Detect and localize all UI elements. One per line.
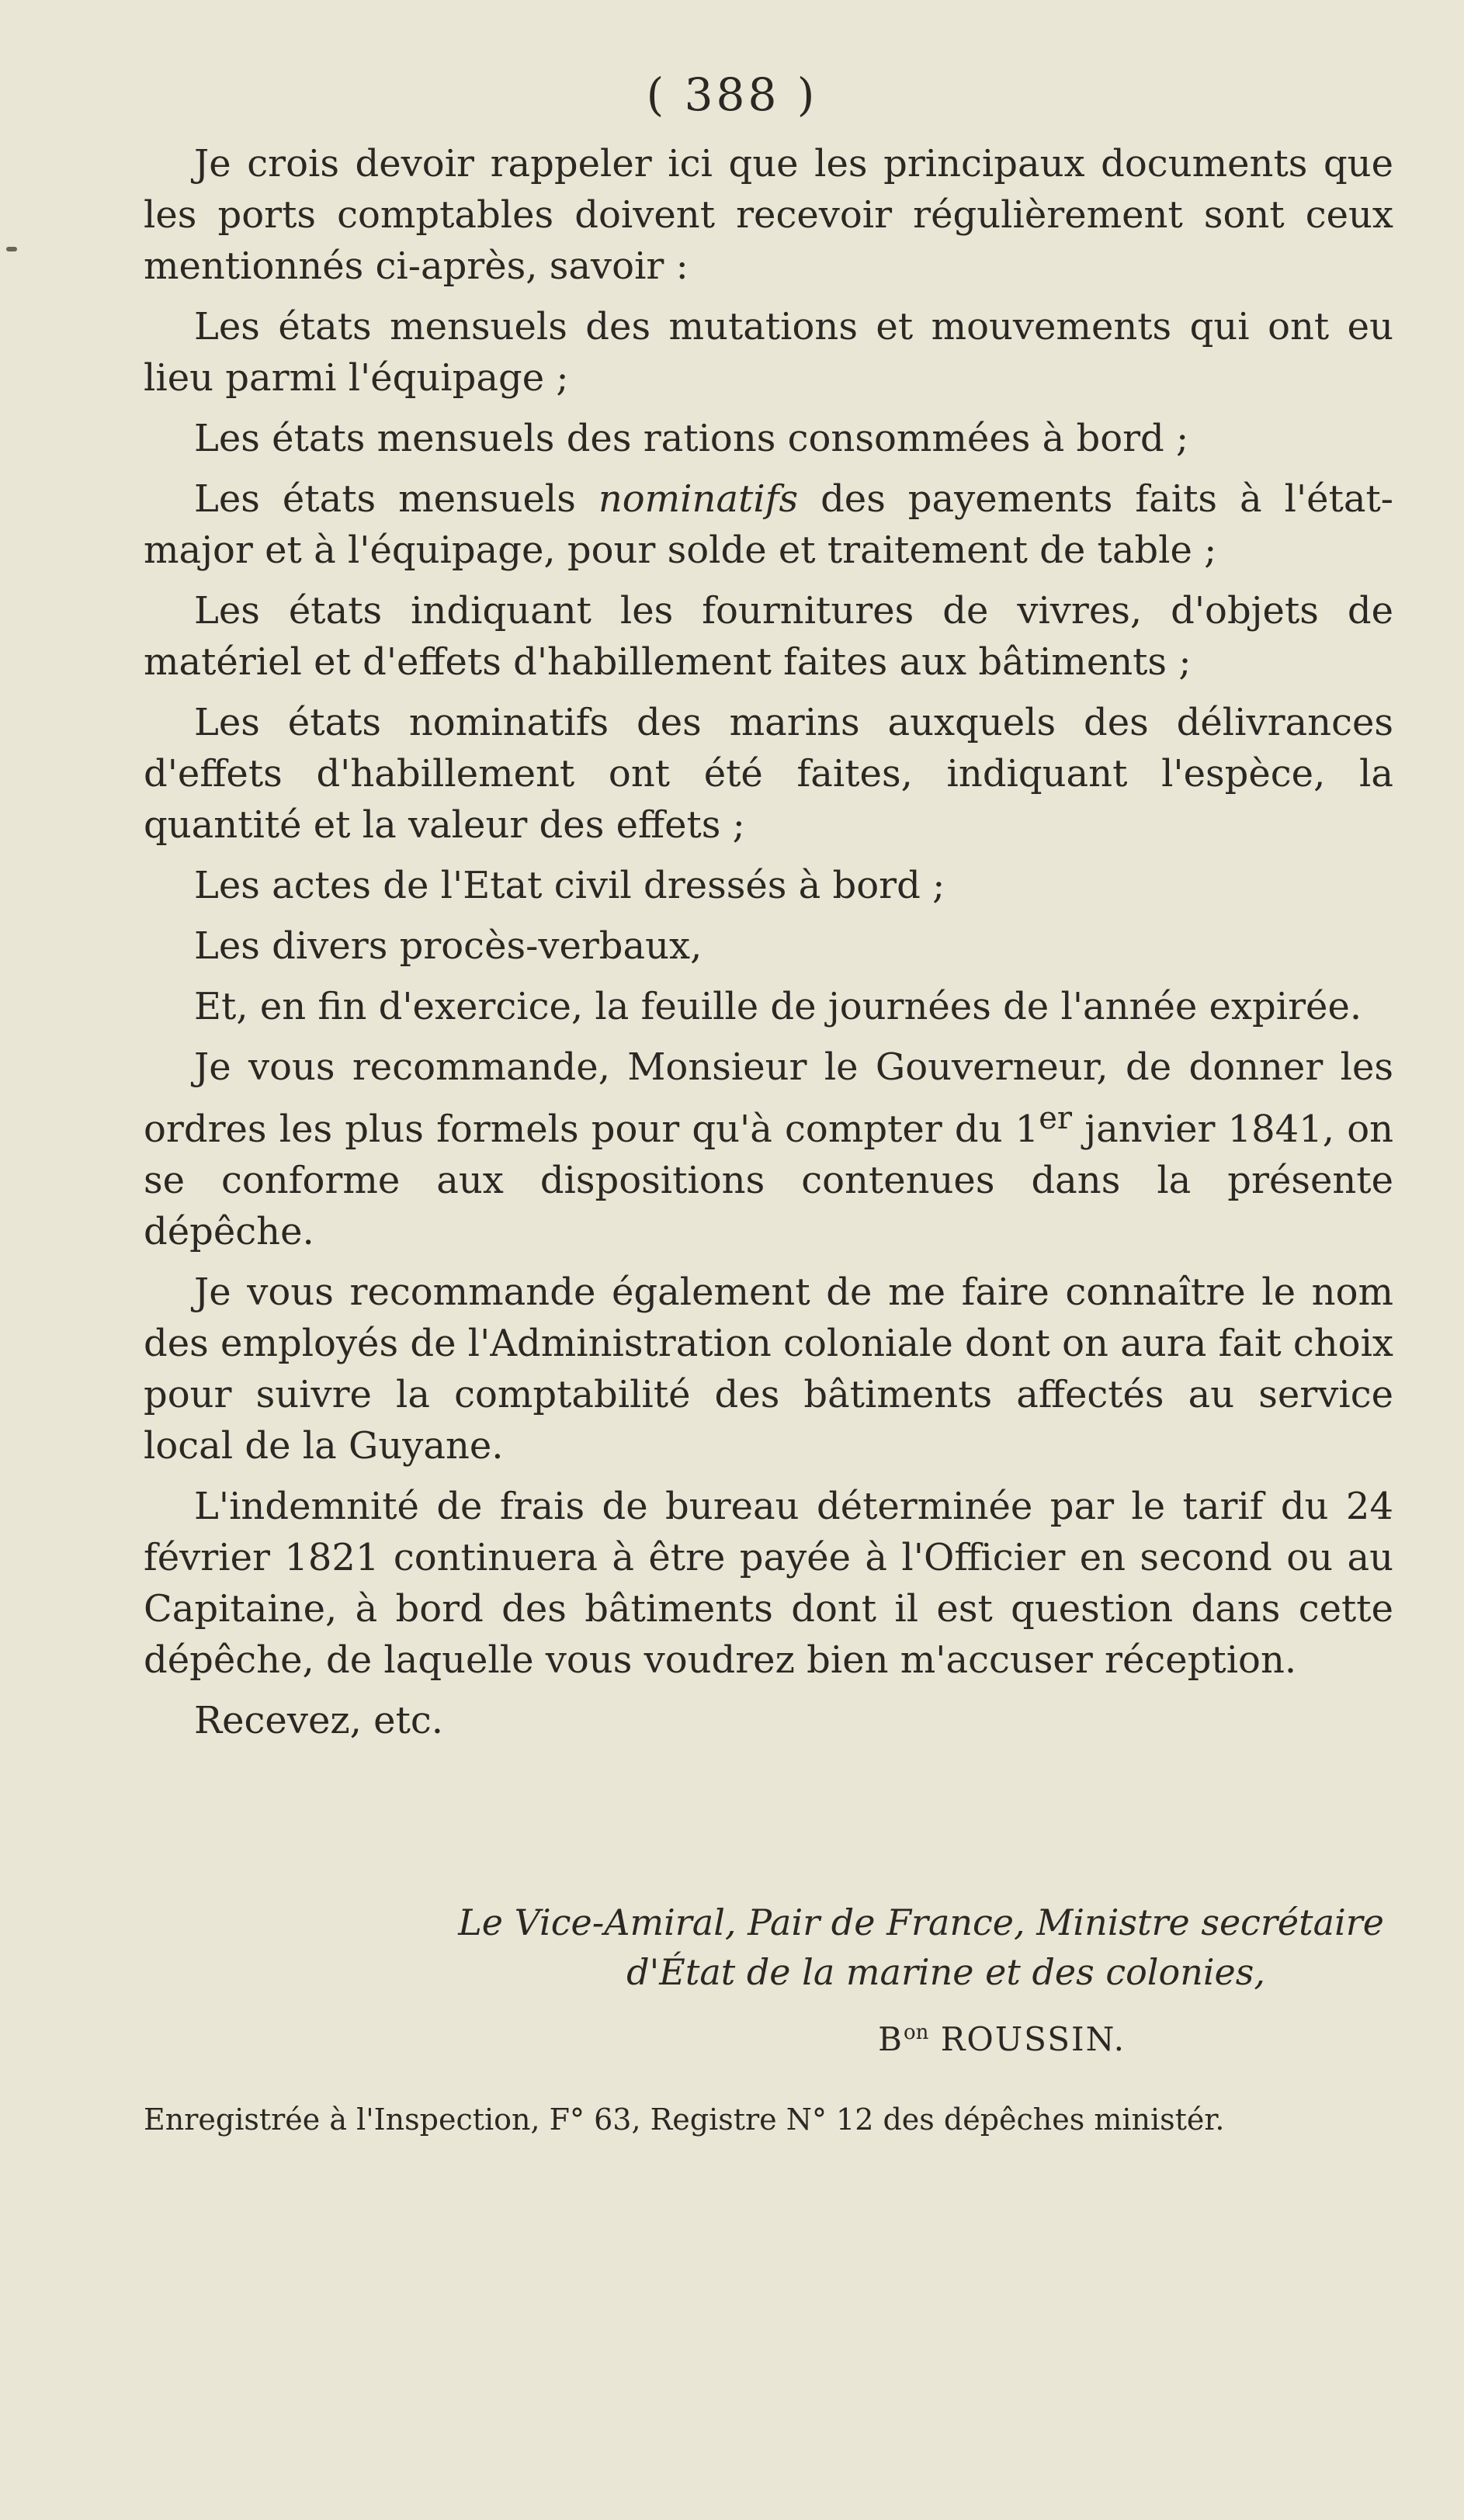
paragraph-recommandation-employes: Je vous recommande également de me faire connaître le nom des employés de l'Administration coloniale dont on aura fait choix pour suivre la comptabilité des bâtiments affectés au service local de la Guyane.	[144, 1270, 1393, 1468]
signature-title-line2: d'État de la marine et des colonies,	[626, 1951, 1265, 1993]
margin-mark	[6, 247, 17, 251]
paragraph-etats-rations: Les états mensuels des rations consommées à bord ;	[194, 417, 1189, 460]
paragraph-recevez: Recevez, etc.	[194, 1699, 443, 1742]
paragraph-documents-intro: Je crois devoir rappeler ici que les principaux documents que les ports comptables doivent recevoir régulièrement sont ceux mentionnés ci-après, savoir :	[144, 142, 1393, 288]
signature-rank-suffix: on	[903, 2021, 929, 2044]
paragraph-text: Je vous recommande, Monsieur le Gouverneur, de donner les ordres les plus formels pour qu'à compter du 1	[144, 1045, 1393, 1151]
paragraph-recommandation-ordres	[144, 1042, 1393, 1257]
signature-title-line1: Le Vice-Amiral, Pair de France, Ministre secrétaire	[458, 1901, 1384, 1943]
page-number: ( 388 )	[646, 68, 818, 121]
paragraph-etats-fournitures: Les états indiquant les fournitures de vivres, d'objets de matériel et d'effets d'habillement faites aux bâtiments ;	[144, 589, 1393, 684]
signature-surname: ROUSSIN.	[940, 2020, 1126, 2058]
paragraph-etats-mutations: Les états mensuels des mutations et mouvements qui ont eu lieu parmi l'équipage ;	[144, 305, 1393, 400]
signature-block	[144, 1898, 1393, 2064]
superscript-er: er	[1039, 1101, 1073, 1136]
paragraph-proces-verbaux: Les divers procès-verbaux,	[194, 924, 703, 968]
paragraph-indemnite: L'indemnité de frais de bureau déterminée par le tarif du 24 février 1821 continuera à être payée à l'Officier en second ou au Capitaine, à bord des bâtiments dont il est question dans cette dépêche, de laquelle vous voudrez bien m'accuser réception.	[144, 1485, 1393, 1682]
paragraph-text: des payements faits à l'état-major et à l'équipage, pour solde et traitement de table ;	[144, 477, 1393, 572]
paragraph-feuille-journees: Et, en fin d'exercice, la feuille de journées de l'année expirée.	[194, 985, 1362, 1028]
paragraph-actes-etat-civil: Les actes de l'Etat civil dressés à bord ;	[194, 864, 945, 907]
paragraph-etats-nominatifs-marins: Les états nominatifs des marins auxquels des délivrances d'effets d'habillement ont été faites, indiquant l'espèce, la quantité et la valeur des effets ;	[144, 701, 1393, 847]
signature-rank: B	[878, 2020, 904, 2058]
signature-name	[144, 2008, 1393, 2064]
registration-note: Enregistrée à l'Inspection, F° 63, Registre N° 12 des dépêches ministér.	[144, 2102, 1225, 2137]
letter-body	[144, 138, 1393, 1756]
paragraph-text: janvier 1841, on se conforme aux dispositions contenues dans la présente dépêche.	[144, 1107, 1394, 1253]
paragraph-etats-payements	[144, 473, 1393, 576]
emphasis-nominatifs: nominatifs	[598, 477, 799, 521]
paragraph-text: Les états mensuels	[194, 477, 598, 521]
